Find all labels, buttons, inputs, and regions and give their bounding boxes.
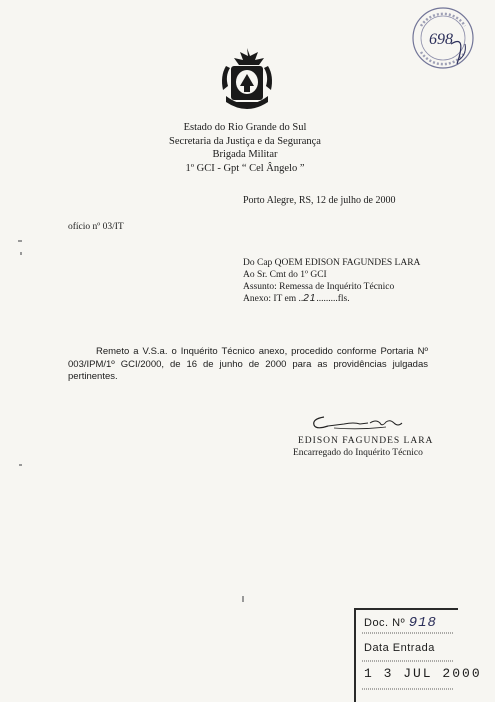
letterhead-unit: 1º GCI - Gpt “ Cel Ângelo ” xyxy=(185,162,305,174)
letterhead-state: Estado do Rio Grande do Sul xyxy=(183,122,307,133)
memo-to: Ao Sr. Cmt do 1º GCI xyxy=(243,270,327,280)
punch-mark xyxy=(18,240,22,242)
annex-suffix: .........fls. xyxy=(316,294,350,304)
round-seal-stamp xyxy=(407,4,477,74)
memo-block xyxy=(243,257,420,305)
memo-subject: Assunto: Remessa de Inquérito Técnico xyxy=(243,282,395,292)
receipt-stamp xyxy=(354,608,482,702)
letterhead xyxy=(130,121,360,175)
stamp-entry-date: 1 3 JUL 2000 xyxy=(364,666,482,681)
annex-page-count: 21 xyxy=(303,293,317,304)
memo-from: Do Cap QOEM EDISON FAGUNDES LARA xyxy=(243,258,421,268)
stamp-doc-label: Doc. Nº xyxy=(364,617,406,629)
signatory-name: EDISON FAGUNDES LARA xyxy=(298,436,434,446)
punch-mark xyxy=(19,464,22,466)
punch-mark xyxy=(20,252,22,255)
stamp-doc-number: 918 xyxy=(408,615,437,631)
punch-mark xyxy=(242,596,244,602)
stamp-underline xyxy=(362,686,454,692)
signatory-role: Encarregado do Inquérito Técnico xyxy=(293,448,423,458)
annex-prefix: Anexo: IT em .. xyxy=(243,294,304,304)
letter-body: Remeto a V.S.a. o Inquérito Técnico anexo, procedido conforme Portaria Nº 003/IPM/1º GCI/2000, de 16 de junho de 2000 para as providências julgadas pertinentes. xyxy=(68,346,428,382)
stamp-underline xyxy=(362,658,454,664)
letterhead-brigade: Brigada Militar xyxy=(212,149,278,160)
stamp-entry-label: Data Entrada xyxy=(364,642,435,654)
reference-number: ofício nº 03/IT xyxy=(68,222,124,232)
coat-of-arms-icon xyxy=(218,46,276,116)
memo-annex xyxy=(243,293,420,305)
stamp-underline xyxy=(362,630,454,636)
stamp-doc-row xyxy=(364,615,437,631)
date-line: Porto Alegre, RS, 12 de julho de 2000 xyxy=(243,195,396,206)
letterhead-secretariat: Secretaria da Justiça e da Segurança xyxy=(169,135,321,147)
seal-page-number: 698 xyxy=(429,31,453,48)
handwritten-signature xyxy=(310,411,410,433)
